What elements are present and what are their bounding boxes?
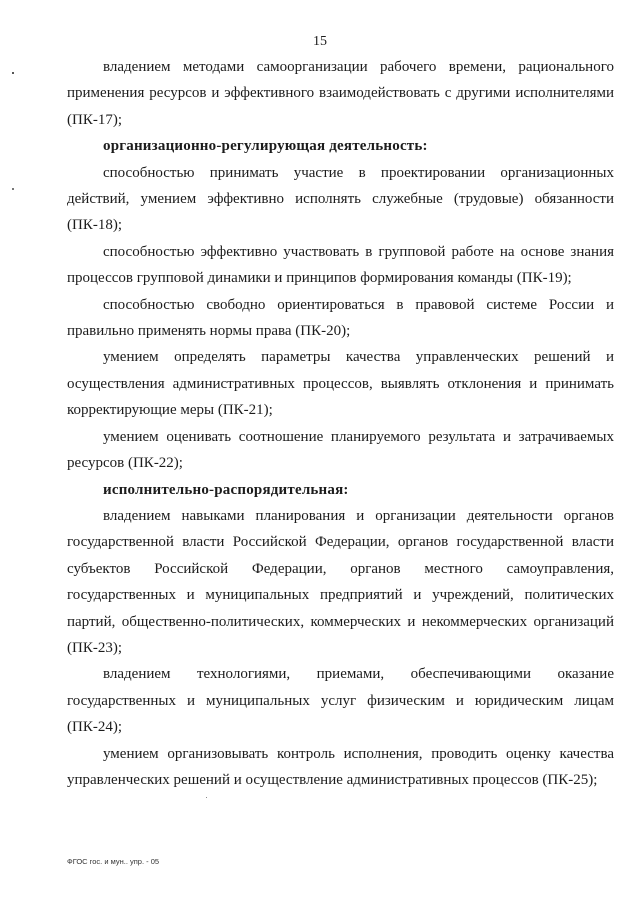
scan-speck [12, 188, 14, 190]
section-heading: организационно-регулирующая деятельность: [103, 138, 428, 155]
scan-speck [12, 72, 14, 74]
document-body [67, 54, 614, 793]
scan-speck [206, 797, 207, 798]
competency-paragraph: умением определять параметры качества управленческих решений и осуществления административных процессов, выявлять отклонения и принимать корректирующие меры (ПК-21); [67, 349, 614, 419]
competency-paragraph: владением методами самоорганизации рабочего времени, рационального применения ресурсов и эффективного взаимодействовать с другими исполнителями (ПК-17); [67, 59, 614, 128]
competency-paragraph: способностью принимать участие в проектировании организационных действий, умением эффективно исполнять служебные (трудовые) обязанности (ПК-18); [67, 164, 614, 234]
competency-paragraph: умением оценивать соотношение планируемого результата и затрачиваемых ресурсов (ПК-22); [67, 428, 614, 472]
competency-paragraph: способностью свободно ориентироваться в правовой системе России и правильно применять нормы права (ПК-20); [67, 296, 614, 340]
footer-code: ФГОС гос. и мун.. упр. - 05 [67, 857, 160, 866]
section-heading: исполнительно-распорядительная: [103, 481, 349, 498]
competency-paragraph: владением навыками планирования и организации деятельности органов государственной власти Российской Федерации, органов государственной власти субъектов Российской Федерации, органов местного самоуправления, государственных и муниципальных предприятий и учреждений, политических партий, общественно-политических, коммерческих и некоммерческих организаций (ПК-23); [67, 507, 614, 656]
page-number: 15 [313, 34, 327, 49]
competency-paragraph: умением организовывать контроль исполнения, проводить оценку качества управленческих решений и осуществление административных процессов (ПК-25); [67, 745, 614, 788]
competency-paragraph: способностью эффективно участвовать в групповой работе на основе знания процессов групповой динамики и принципов формирования команды (ПК-19); [67, 243, 614, 287]
competency-paragraph: владением технологиями, приемами, обеспечивающими оказание государственных и муниципальных услуг физическим и юридическим лицам (ПК-24); [67, 666, 614, 736]
